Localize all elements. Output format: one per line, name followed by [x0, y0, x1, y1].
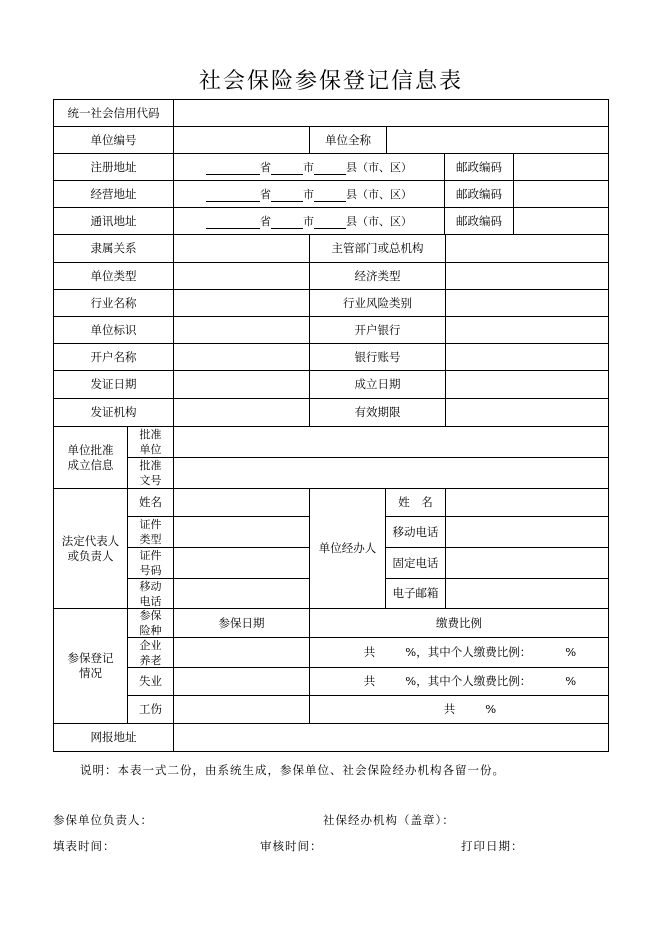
id-no-line1: 证件	[139, 549, 162, 562]
field-affiliation[interactable]	[173, 234, 310, 263]
province-text: 省	[260, 214, 271, 228]
pension-line1: 企业	[139, 638, 162, 652]
label-insure-type	[127, 608, 174, 638]
city-text: 市	[303, 187, 314, 201]
field-issue-org[interactable]	[173, 398, 310, 427]
pension-line2: 养老	[139, 653, 162, 667]
field-approval-doc[interactable]	[173, 457, 609, 489]
ratio-percent-text: %	[565, 645, 577, 659]
insure-group-line2: 情况	[79, 666, 102, 680]
form-title: 社会保险参保登记信息表	[198, 69, 463, 94]
label-unit-full-name: 单位全称	[309, 126, 387, 154]
field-reg-address[interactable]	[173, 153, 445, 181]
field-postcode-biz[interactable]	[513, 180, 609, 208]
field-unemployment-date[interactable]	[173, 667, 310, 696]
header-pay-ratio: 缴费比例	[309, 608, 609, 638]
county-text: 县（市、区）	[346, 160, 412, 174]
label-affiliation: 隶属关系	[53, 234, 174, 263]
id-type-line2: 类型	[139, 533, 162, 546]
city-text: 市	[303, 214, 314, 228]
ratio-total-text: 共	[363, 645, 376, 659]
label-issue-date: 发证日期	[53, 370, 174, 399]
field-unit-type[interactable]	[173, 262, 310, 290]
footer-agency: 社保经办机构（盖章）：	[323, 813, 455, 827]
approval-group-line2: 成立信息	[67, 457, 114, 472]
form-note: 说明：本表一式二份，由系统生成，参保单位、社会保险经办机构各留一份。	[80, 763, 505, 777]
field-industry-name[interactable]	[173, 289, 310, 317]
label-pension	[127, 637, 174, 668]
id-no-line2: 号码	[139, 564, 162, 577]
label-approval-group	[53, 426, 128, 489]
label-insure-group	[53, 608, 128, 724]
approval-doc-line1: 批准	[139, 459, 162, 472]
label-reg-address: 注册地址	[53, 153, 174, 181]
field-biz-address[interactable]	[173, 180, 445, 208]
field-economy-type[interactable]	[445, 262, 609, 290]
ratio-percent-text: %	[565, 674, 577, 688]
label-issue-org: 发证机构	[53, 398, 174, 427]
legal-group-line2: 或负责人	[67, 548, 114, 563]
ratio-total-text: 共	[363, 674, 376, 688]
footer-print-date: 打印日期：	[461, 839, 524, 853]
city-text: 市	[303, 160, 314, 174]
approval-doc-line2: 文号	[139, 474, 162, 487]
field-account-name[interactable]	[173, 343, 310, 371]
approval-group-line1: 单位批准	[67, 442, 114, 457]
field-valid-period[interactable]	[445, 398, 609, 427]
field-handler-mobile[interactable]	[445, 516, 609, 548]
label-credit-code: 统一社会信用代码	[53, 99, 174, 127]
id-type-line1: 证件	[139, 518, 162, 531]
label-valid-period: 有效期限	[309, 398, 446, 427]
label-handler-email: 电子邮箱	[385, 578, 446, 609]
county-text: 县（市、区）	[346, 214, 412, 228]
label-economy-type: 经济类型	[309, 262, 446, 290]
mobile-line1: 移动	[139, 579, 162, 593]
field-handler-phone[interactable]	[445, 547, 609, 579]
field-found-date[interactable]	[445, 370, 609, 399]
field-issue-date[interactable]	[173, 370, 310, 399]
insure-group-line1: 参保登记	[67, 651, 114, 665]
field-supervisor[interactable]	[445, 234, 609, 263]
ratio-personal-text: %，其中个人缴费比例：	[405, 674, 532, 688]
label-industry-risk: 行业风险类别	[309, 289, 446, 317]
label-handler-name: 姓 名	[385, 488, 446, 517]
label-unit-mark: 单位标识	[53, 316, 174, 344]
field-unit-full-name[interactable]	[386, 126, 609, 154]
province-text: 省	[260, 187, 271, 201]
label-handler: 单位经办人	[309, 488, 386, 609]
registration-form	[53, 99, 609, 752]
label-unemployment: 失业	[127, 667, 174, 696]
field-injury-date[interactable]	[173, 695, 310, 724]
label-postcode: 邮政编码	[444, 180, 514, 208]
label-id-type	[127, 516, 174, 548]
label-legal-group	[53, 488, 128, 609]
field-credit-code[interactable]	[173, 99, 609, 127]
field-legal-name[interactable]	[173, 488, 310, 517]
field-handler-email[interactable]	[445, 578, 609, 609]
label-biz-address: 经营地址	[53, 180, 174, 208]
label-supervisor: 主管部门或总机构	[309, 234, 446, 263]
insure-type-line2: 险种	[139, 624, 162, 637]
label-industry-name: 行业名称	[53, 289, 174, 317]
label-handler-mobile: 移动电话	[385, 516, 446, 548]
field-handler-name[interactable]	[445, 488, 609, 517]
field-approval-unit[interactable]	[173, 426, 609, 458]
mobile-line2: 电话	[139, 594, 162, 608]
approval-unit-line2: 单位	[139, 443, 162, 456]
label-postcode: 邮政编码	[444, 207, 514, 235]
ratio-percent-text: %	[485, 702, 497, 716]
label-mail-address: 通讯地址	[53, 207, 174, 235]
field-postcode-mail[interactable]	[513, 207, 609, 235]
label-id-no	[127, 547, 174, 579]
field-injury-ratio[interactable]	[309, 695, 609, 724]
field-industry-risk[interactable]	[445, 289, 609, 317]
label-postcode: 邮政编码	[444, 153, 514, 181]
label-approval-unit	[127, 426, 174, 458]
label-approval-doc	[127, 457, 174, 489]
header-insure-date: 参保日期	[173, 608, 310, 638]
field-pension-date[interactable]	[173, 637, 310, 668]
field-unit-mark[interactable]	[173, 316, 310, 344]
label-unit-type: 单位类型	[53, 262, 174, 290]
approval-unit-line1: 批准	[139, 428, 162, 441]
field-bank[interactable]	[445, 316, 609, 344]
label-found-date: 成立日期	[309, 370, 446, 399]
field-legal-mobile[interactable]	[173, 578, 310, 609]
legal-group-line1: 法定代表人	[61, 533, 120, 548]
label-unit-no: 单位编号	[53, 126, 174, 154]
footer-fill-time: 填表时间：	[53, 839, 116, 853]
label-web-address: 网报地址	[53, 723, 174, 752]
county-text: 县（市、区）	[346, 187, 412, 201]
field-bank-account[interactable]	[445, 343, 609, 371]
field-postcode-reg[interactable]	[513, 153, 609, 181]
footer-unit-head: 参保单位负责人：	[53, 813, 153, 827]
label-legal-mobile	[127, 578, 174, 609]
field-mail-address[interactable]	[173, 207, 445, 235]
footer-review-time: 审核时间：	[260, 839, 323, 853]
label-injury: 工伤	[127, 695, 174, 724]
label-account-name: 开户名称	[53, 343, 174, 371]
label-bank: 开户银行	[309, 316, 446, 344]
field-id-no[interactable]	[173, 547, 310, 579]
insure-type-line1: 参保	[139, 609, 162, 622]
field-web-address[interactable]	[173, 723, 609, 752]
province-text: 省	[260, 160, 271, 174]
ratio-total-text: 共	[443, 702, 456, 716]
field-unit-no[interactable]	[173, 126, 310, 154]
label-bank-account: 银行账号	[309, 343, 446, 371]
label-handler-phone: 固定电话	[385, 547, 446, 579]
label-legal-name: 姓名	[127, 488, 174, 517]
ratio-personal-text: %，其中个人缴费比例：	[405, 645, 532, 659]
field-id-type[interactable]	[173, 516, 310, 548]
